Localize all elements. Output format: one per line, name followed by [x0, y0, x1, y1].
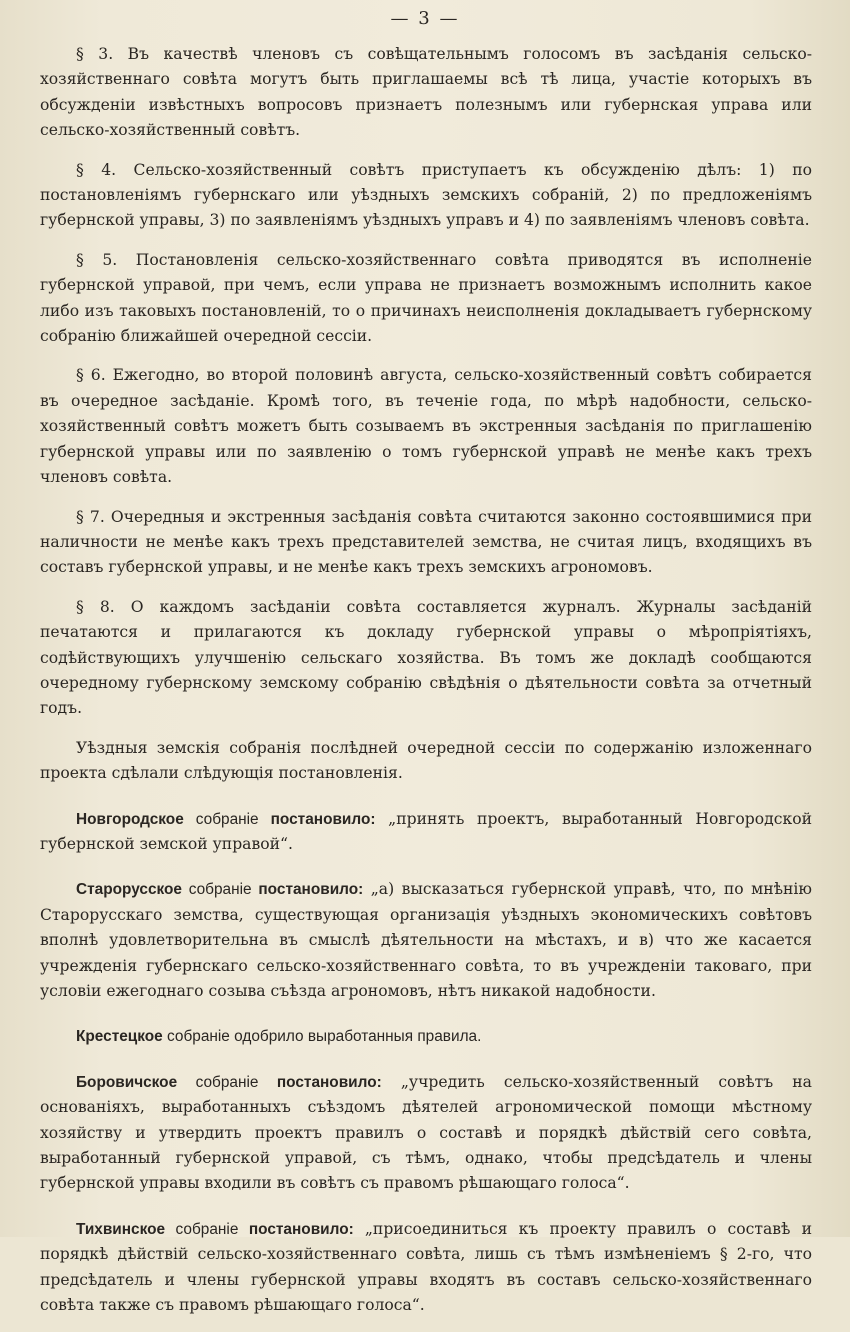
assembly-name: Новгородское — [76, 810, 184, 828]
assembly-mid: собраніе — [181, 881, 259, 899]
paragraph-section-8: § 8. О каждомъ засѣданіи совѣта составляется журналъ. Журналы засѣданій печатаются и прилагаются къ докладу губернской управы о мѣропріятіяхъ, содѣйствующихъ улучшенію сельскаго хозяйства. Въ томъ же докладѣ сообщаются очередному губернскому земскому собранію свѣдѣнія о дѣятельности совѣта за отчетный годъ. — [40, 597, 812, 718]
paragraph-section-4: § 4. Сельско-хозяйственный совѣтъ приступаетъ къ обсужденію дѣлъ: 1) по постановленіямъ губернскаго или уѣздныхъ земскихъ собраній, 2) по предложеніямъ губернской управы, 3) по заявленіямъ уѣздныхъ управъ и 4) по заявленіямъ членовъ совѣта. — [40, 160, 812, 230]
paragraph-intro-resolutions: Уѣздныя земскія собранія послѣдней очередной сессіи по содержанію изложеннаго проекта сдѣлали слѣдующія постановленія. — [40, 738, 812, 783]
assembly-name: Старорусское — [76, 881, 182, 899]
resolution-borovichi — [40, 1070, 812, 1197]
assembly-mid: собраніе — [165, 1220, 249, 1238]
resolution-text: „а) высказаться губернской управѣ, что, по мнѣнію Старорусскаго земства, существующая организація уѣздныхъ экономическихъ совѣтовъ вполнѣ удовлетворительна въ смыслѣ дѣятельности на мѣстахъ, и в) что же касается учрежденія губернскаго сельско-хозяйственнаго совѣта, то въ учрежденіи таковаго, при условіи ежегоднаго созыва съѣзда агрономовъ, нѣтъ никакой надобности. — [40, 880, 812, 1000]
resolution-tikhvin — [40, 1217, 812, 1319]
paragraph-section-6: § 6. Ежегодно, во второй половинѣ августа, сельско-хозяйственный совѣтъ собирается въ очередное засѣданіе. Кромѣ того, въ теченіе года, по мѣрѣ надобности, сельско-хозяйственный совѣтъ можетъ быть созываемъ въ экстренныя засѣданія по приглашенію губернской управы или по заявленію о томъ губернской управѣ не менѣе какъ трехъ членовъ совѣта. — [40, 366, 812, 487]
resolution-novgorod — [40, 807, 812, 858]
paragraph-section-5: § 5. Постановленія сельско-хозяйственнаго совѣта приводятся въ исполненіе губернской управой, при чемъ, если управа не признаетъ возможнымъ исполнить какое либо изъ таковыхъ постановленій, то о причинахъ неисполненія докладываетъ губернскому собранію ближайшей очередной сессіи. — [40, 250, 812, 346]
page-number: — 3 — — [390, 8, 460, 29]
resolution-starorussk — [40, 877, 812, 1004]
assembly-name: Боровичское — [76, 1073, 178, 1091]
resolution-verb: постановило: — [276, 1073, 382, 1091]
assembly-name: Тихвинское — [76, 1220, 166, 1238]
resolution-krestets — [40, 1024, 812, 1049]
resolution-text: „присоединиться къ проекту правилъ о составѣ и порядкѣ дѣйствій сельско-хозяйственнаго совѣта, лишь съ тѣмъ измѣненіемъ § 2-го, что предсѣдатель и члены губернской управы входятъ въ составъ сельско-хозяйственнаго совѣта также съ правомъ рѣшающаго голоса“. — [40, 1219, 812, 1315]
resolution-verb: постановило: — [248, 1220, 354, 1238]
resolution-text: „принять проектъ, выработанный Новгородской губернской земской управой“. — [40, 809, 812, 853]
assembly-mid: собраніе — [177, 1073, 277, 1091]
paragraph-section-3: § 3. Въ качествѣ членовъ съ совѣщательнымъ голосомъ въ засѣданія сельско-хозяйственнаго совѣта могутъ быть приглашаемы всѣ тѣ лица, участіе которыхъ въ обсужденіи извѣстныхъ вопросовъ признаетъ полезнымъ или губернская управа или сельско-хозяйственный совѣтъ. — [40, 45, 812, 140]
assembly-mid: собраніе одобрило выработанныя правила. — [162, 1028, 482, 1046]
assembly-mid: собраніе — [183, 810, 271, 828]
resolution-text: „учредить сельско-хозяйственный совѣтъ на основаніяхъ, выработанныхъ съѣздомъ дѣятелей агрономической помощи мѣстному хозяйству и утвердить проектъ правилъ о составѣ и порядкѣ дѣйствій сего совѣта, выработанный губернской управой, съ тѣмъ, однако, чтобы предсѣдатель и члены губернской управы входили въ совѣтъ съ правомъ рѣшающаго голоса“. — [40, 1072, 812, 1193]
assembly-name: Крестецкое — [76, 1028, 163, 1046]
resolution-verb: постановило: — [270, 810, 376, 828]
resolution-verb: постановило: — [258, 881, 364, 899]
document-body — [40, 42, 812, 1332]
paragraph-section-7: § 7. Очередныя и экстренныя засѣданія совѣта считаются законно состоявшимися при наличности не менѣе какъ трехъ представителей земства, не считая лицъ, входящихъ въ составъ губернской управы, и не менѣе какъ трехъ земскихъ агрономовъ. — [40, 507, 812, 577]
